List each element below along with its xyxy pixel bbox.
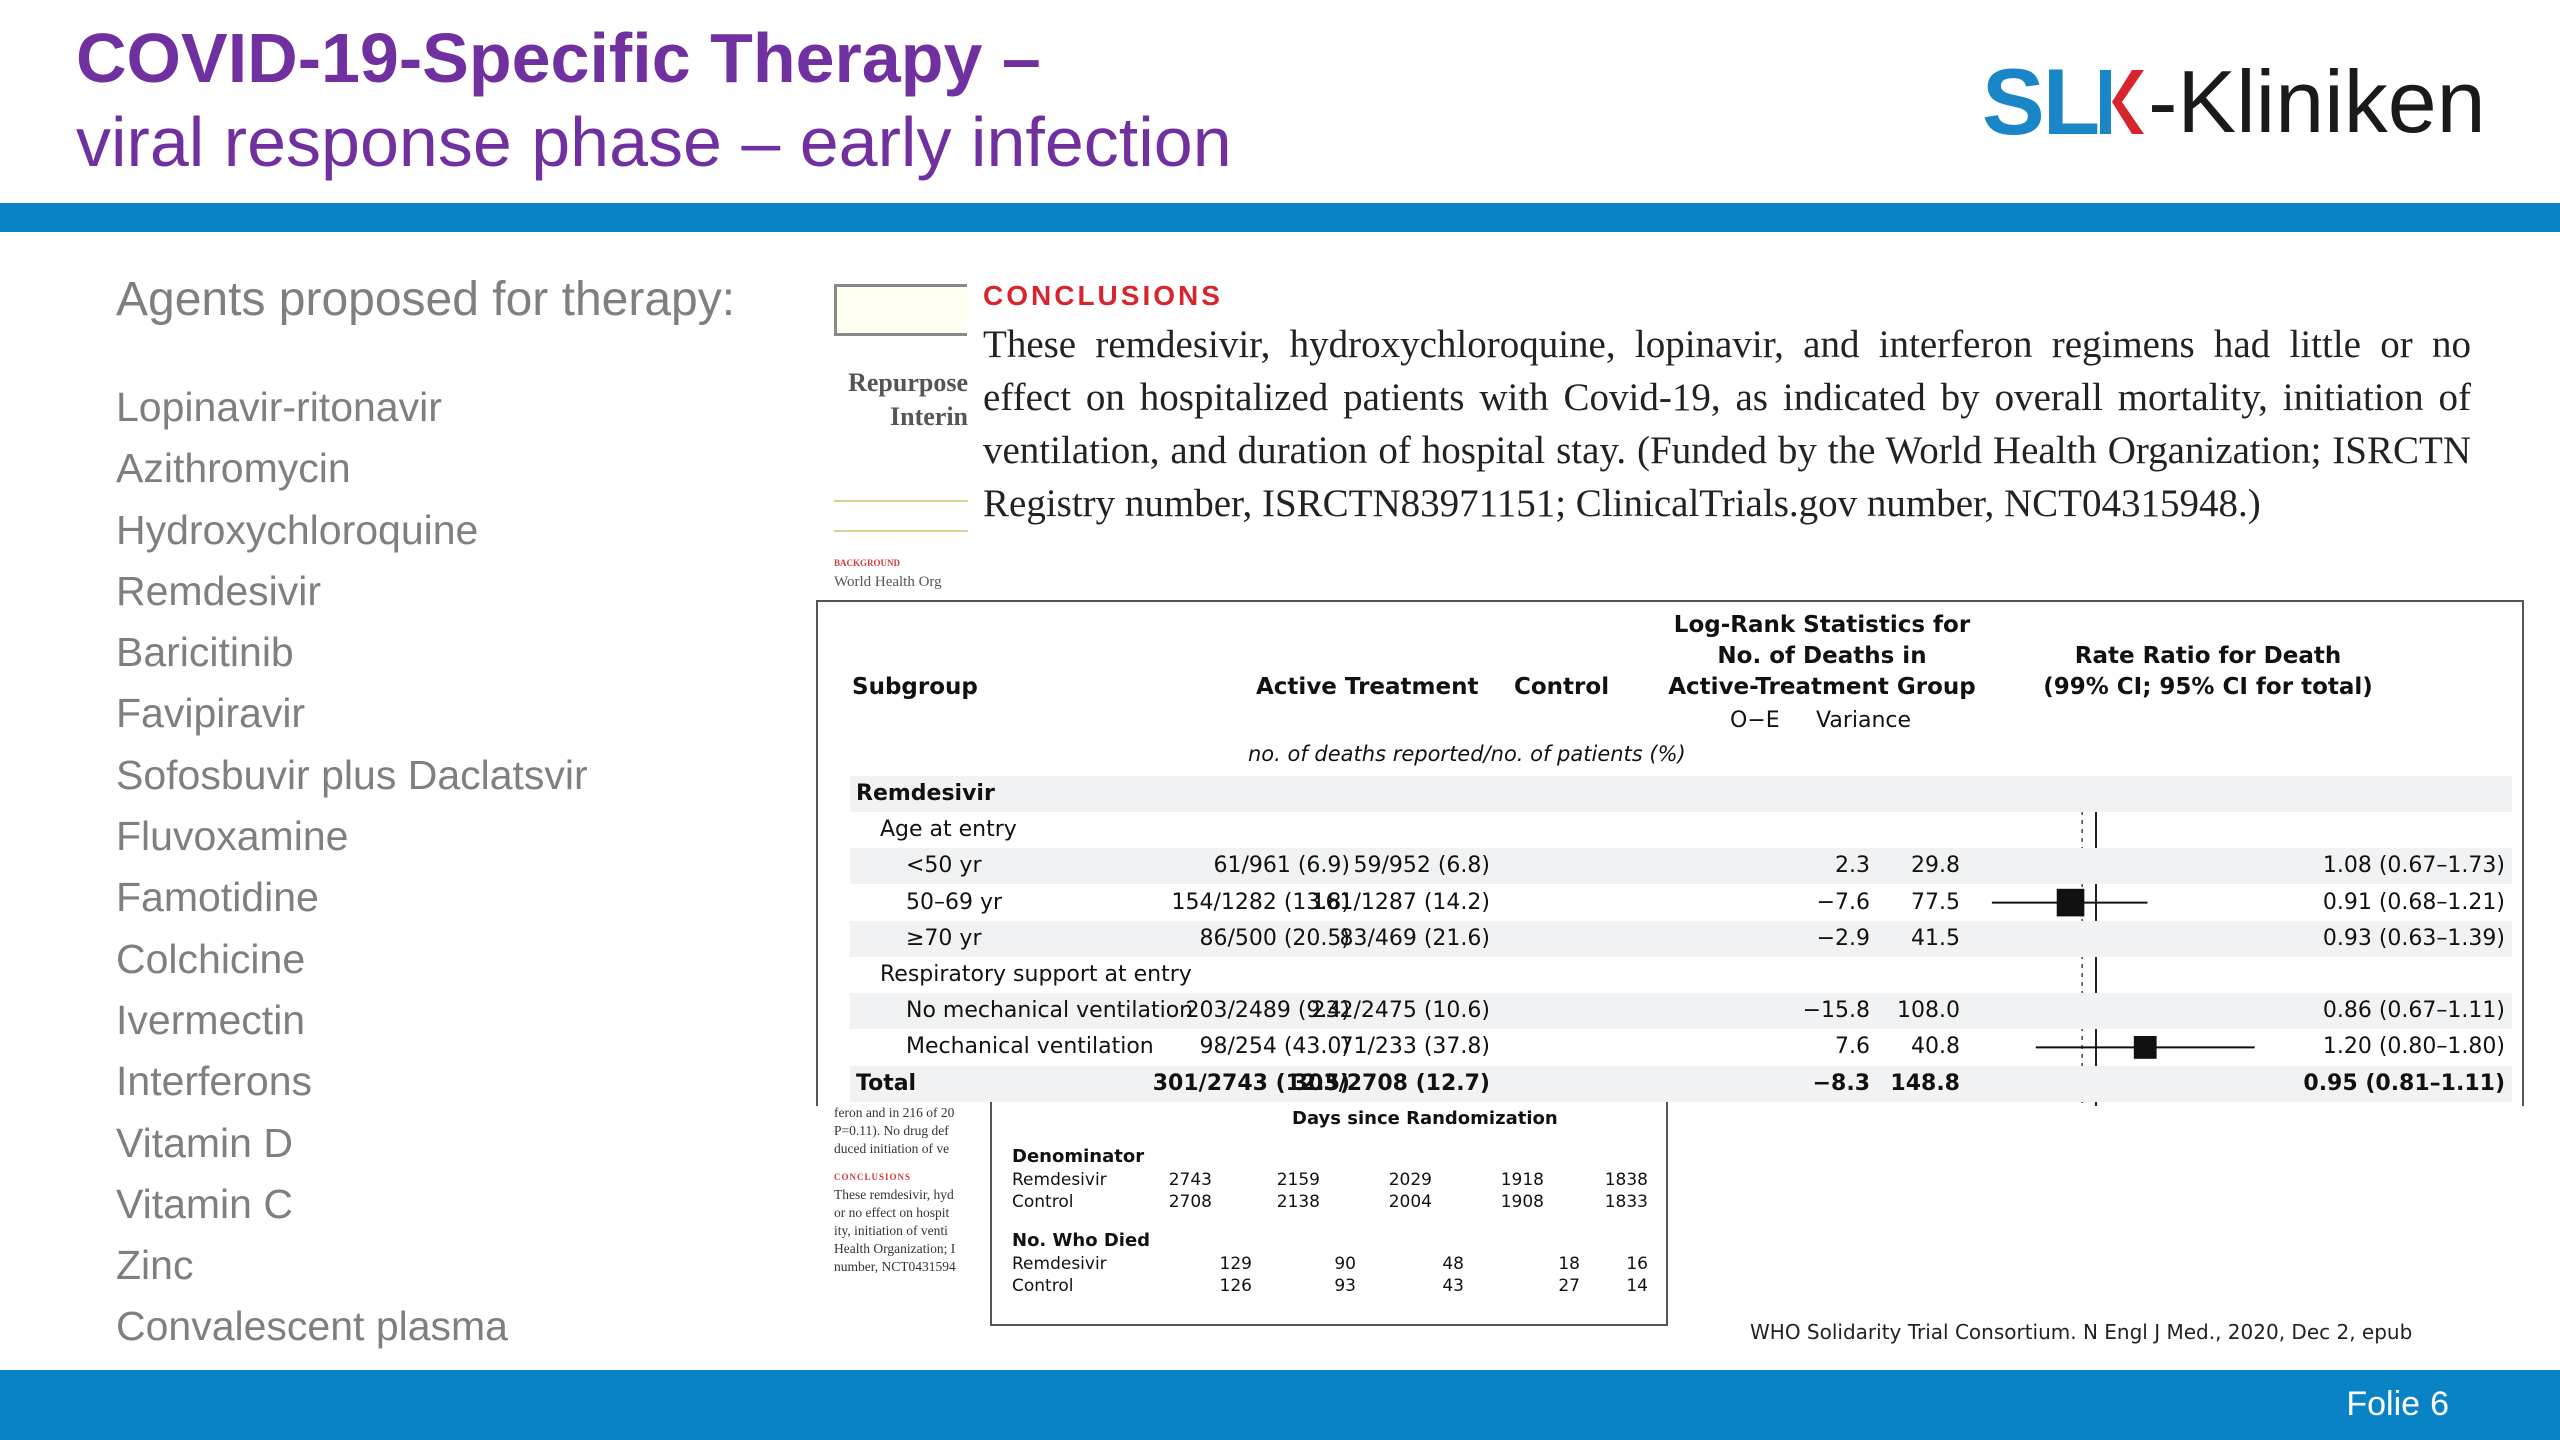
slk-logo bbox=[1982, 49, 2486, 154]
agent-item: Azithromycin bbox=[116, 445, 351, 492]
agent-item: Interferons bbox=[116, 1058, 312, 1105]
km-value: 1833 bbox=[1604, 1192, 1648, 1212]
agent-item: Baricitinib bbox=[116, 629, 294, 676]
oe-value: −7.6 bbox=[1816, 889, 1870, 915]
slide-title-line2: viral response phase – early infection bbox=[76, 103, 1232, 181]
article-fragment-top bbox=[834, 282, 968, 596]
article-fragment-title-1: Repurpose bbox=[848, 368, 968, 397]
variance-value: 40.8 bbox=[1911, 1034, 1960, 1060]
km-row-name: Remdesivir bbox=[1012, 1254, 1107, 1274]
forest-row bbox=[850, 957, 2512, 993]
header-logrank-3: Active-Treatment Group bbox=[1668, 674, 1976, 700]
km-at-risk-table bbox=[990, 1102, 1668, 1326]
agent-item: Vitamin D bbox=[116, 1119, 293, 1166]
active-value: 61/961 (6.9) bbox=[1213, 853, 1350, 879]
variance-value: 41.5 bbox=[1911, 925, 1960, 951]
row-label: No mechanical ventilation bbox=[906, 998, 1194, 1024]
oe-value: −2.9 bbox=[1816, 925, 1870, 951]
agent-item: Famotidine bbox=[116, 874, 319, 921]
forest-row bbox=[850, 776, 2512, 812]
agent-item: Convalescent plasma bbox=[116, 1303, 508, 1350]
km-value: 18 bbox=[1558, 1254, 1580, 1274]
km-value: 90 bbox=[1334, 1254, 1356, 1274]
header-rate-ratio-2: (99% CI; 95% CI for total) bbox=[2043, 674, 2373, 700]
row-label: Total bbox=[856, 1070, 917, 1096]
km-died-label: No. Who Died bbox=[1012, 1230, 1151, 1251]
row-label: Mechanical ventilation bbox=[906, 1034, 1154, 1060]
forest-row bbox=[850, 993, 2512, 1029]
forest-row bbox=[850, 885, 2512, 921]
fragment-line: number, NCT0431594 bbox=[834, 1259, 956, 1274]
rate-ratio-ci: 0.86 (0.67–1.11) bbox=[2322, 998, 2505, 1024]
citation: WHO Solidarity Trial Consortium. N Engl J Med., 2020, Dec 2, epub bbox=[1750, 1320, 2413, 1344]
row-label: Age at entry bbox=[880, 817, 1017, 843]
agent-item: Colchicine bbox=[116, 935, 306, 982]
header-active: Active Treatment bbox=[1256, 674, 1479, 700]
rate-ratio-ci: 1.08 (0.67–1.73) bbox=[2322, 853, 2505, 879]
forest-row bbox=[850, 812, 2512, 848]
header-control: Control bbox=[1514, 674, 1610, 700]
article-fragment-title-2: Interin bbox=[890, 402, 968, 431]
slide-title-line1: COVID-19-Specific Therapy – bbox=[76, 19, 1041, 97]
km-value: 16 bbox=[1626, 1254, 1648, 1274]
divider bbox=[834, 530, 968, 532]
footer-bar bbox=[0, 1370, 2560, 1440]
rate-ratio-ci: 1.20 (0.80–1.80) bbox=[2322, 1034, 2505, 1060]
km-value: 2708 bbox=[1168, 1192, 1212, 1212]
logo-k-mark-icon bbox=[2100, 62, 2146, 142]
fragment-line: feron and in 216 of 20 bbox=[834, 1105, 955, 1120]
agent-item: Lopinavir-ritonavir bbox=[116, 384, 442, 430]
control-value: 303/2708 (12.7) bbox=[1292, 1070, 1490, 1096]
logo-brand: -Kliniken bbox=[2148, 52, 2486, 151]
active-value: 203/2489 (9.4) bbox=[1185, 998, 1350, 1024]
forest-row bbox=[850, 1029, 2512, 1065]
control-value: 83/469 (21.6) bbox=[1339, 925, 1490, 951]
agent-item: Remdesivir bbox=[116, 567, 322, 614]
agents-list bbox=[116, 381, 588, 1362]
fragment-line: These remdesivir, hyd bbox=[834, 1187, 954, 1202]
agents-heading: Agents proposed for therapy: bbox=[116, 273, 736, 326]
fragment-line: Health Organization; I bbox=[834, 1241, 956, 1256]
agent-item: Vitamin C bbox=[116, 1180, 293, 1227]
agent-item: Favipiravir bbox=[116, 690, 306, 737]
oe-value: 7.6 bbox=[1835, 1034, 1870, 1060]
fragment-line: ity, initiation of venti bbox=[834, 1223, 948, 1238]
header-logrank-2: No. of Deaths in bbox=[1717, 643, 1927, 669]
km-value: 2743 bbox=[1168, 1170, 1212, 1190]
oe-value: −15.8 bbox=[1802, 998, 1870, 1024]
control-value: 71/233 (37.8) bbox=[1339, 1034, 1490, 1060]
km-value: 1908 bbox=[1500, 1192, 1544, 1212]
variance-value: 29.8 bbox=[1911, 853, 1960, 879]
active-value: 86/500 (20.5) bbox=[1199, 925, 1350, 951]
variance-value: 148.8 bbox=[1890, 1070, 1960, 1096]
km-title: Days since Randomization bbox=[1292, 1108, 1558, 1129]
header-divider-bar bbox=[0, 203, 2560, 232]
page-label: Folie bbox=[2346, 1385, 2421, 1423]
active-value: 301/2743 (12.5) bbox=[1152, 1070, 1350, 1096]
control-value: 232/2475 (10.6) bbox=[1311, 998, 1490, 1024]
active-value: 154/1282 (13.8) bbox=[1171, 889, 1350, 915]
km-value: 1918 bbox=[1500, 1170, 1544, 1190]
km-value: 126 bbox=[1219, 1276, 1252, 1296]
row-label: ≥70 yr bbox=[906, 925, 982, 951]
km-value: 1838 bbox=[1604, 1170, 1648, 1190]
conclusions-text: These remdesivir, hydroxychloroquine, lopinavir, and interferon regimens had little or no effect on hospitalized patients with Covid-19, as indicated by overall mortality, initiation of ventilation, and duration of hospital stay. (Funded by the World Health Organization; ISRCTN Registry number, ISRCTN83971151; ClinicalTrials.gov number, NCT04315948.) bbox=[983, 323, 2471, 525]
row-label: <50 yr bbox=[906, 853, 982, 879]
header-subgroup: Subgroup bbox=[852, 674, 978, 700]
row-label: 50–69 yr bbox=[906, 889, 1003, 915]
fragment-line: duced initiation of ve bbox=[834, 1141, 950, 1156]
rate-ratio-ci: 0.93 (0.63–1.39) bbox=[2322, 925, 2505, 951]
km-value: 93 bbox=[1334, 1276, 1356, 1296]
units-note: no. of deaths reported/no. of patients (%) bbox=[1248, 742, 1686, 766]
rate-ratio-ci: 0.91 (0.68–1.21) bbox=[2322, 889, 2505, 915]
rate-ratio-ci: 0.95 (0.81–1.11) bbox=[2303, 1070, 2505, 1096]
agent-item: Ivermectin bbox=[116, 996, 306, 1043]
logo-abbr: SL bbox=[1982, 49, 2099, 154]
fragment-line: P=0.11). No drug def bbox=[834, 1123, 949, 1138]
km-value: 27 bbox=[1558, 1276, 1580, 1296]
km-value: 14 bbox=[1626, 1276, 1648, 1296]
km-value: 2159 bbox=[1276, 1170, 1320, 1190]
article-fragment-box bbox=[834, 284, 967, 336]
km-value: 2138 bbox=[1276, 1192, 1320, 1212]
forest-row bbox=[850, 1066, 2512, 1102]
fragment-line: or no effect on hospit bbox=[834, 1205, 950, 1220]
km-row-name: Control bbox=[1012, 1276, 1074, 1296]
article-fragment-bottom bbox=[834, 1104, 990, 1314]
page-value: 6 bbox=[2430, 1385, 2449, 1423]
row-label: Respiratory support at entry bbox=[880, 962, 1192, 987]
header-oe: O−E bbox=[1730, 708, 1780, 733]
km-denominator-label: Denominator bbox=[1012, 1146, 1145, 1167]
km-value: 2029 bbox=[1388, 1170, 1432, 1190]
forest-row bbox=[850, 921, 2512, 957]
control-value: 59/952 (6.8) bbox=[1353, 853, 1490, 879]
km-value: 43 bbox=[1442, 1276, 1464, 1296]
variance-value: 77.5 bbox=[1911, 889, 1960, 915]
active-value: 98/254 (43.0) bbox=[1199, 1034, 1350, 1060]
divider bbox=[834, 500, 968, 502]
oe-value: −8.3 bbox=[1812, 1070, 1870, 1096]
row-label: Remdesivir bbox=[856, 781, 995, 806]
fragment-conclusions-label: CONCLUSIONS bbox=[834, 1172, 912, 1182]
header-rate-ratio-1: Rate Ratio for Death bbox=[2074, 643, 2342, 669]
article-fragment-background-label: BACKGROUND bbox=[834, 558, 901, 568]
article-fragment-who: World Health Org bbox=[834, 574, 942, 590]
km-value: 48 bbox=[1442, 1254, 1464, 1274]
header-logrank-1: Log-Rank Statistics for bbox=[1673, 612, 1971, 638]
agent-item: Zinc bbox=[116, 1242, 194, 1289]
km-row-name: Control bbox=[1012, 1192, 1074, 1212]
page-number bbox=[2336, 1385, 2449, 1424]
oe-value: 2.3 bbox=[1835, 853, 1870, 879]
article-fragment-title bbox=[848, 366, 968, 434]
variance-value: 108.0 bbox=[1897, 998, 1960, 1024]
km-value: 129 bbox=[1219, 1254, 1252, 1274]
header-variance: Variance bbox=[1816, 708, 1912, 733]
km-row-name: Remdesivir bbox=[1012, 1170, 1107, 1190]
agent-item: Sofosbuvir plus Daclatsvir bbox=[116, 751, 588, 798]
conclusions-label: CONCLUSIONS bbox=[983, 280, 1223, 311]
control-value: 161/1287 (14.2) bbox=[1311, 889, 1490, 915]
forest-row bbox=[850, 848, 2512, 884]
agent-item: Fluvoxamine bbox=[116, 813, 349, 860]
km-value: 2004 bbox=[1388, 1192, 1432, 1212]
forest-plot-table bbox=[816, 600, 2524, 1106]
agent-item: Hydroxychloroquine bbox=[116, 506, 479, 553]
